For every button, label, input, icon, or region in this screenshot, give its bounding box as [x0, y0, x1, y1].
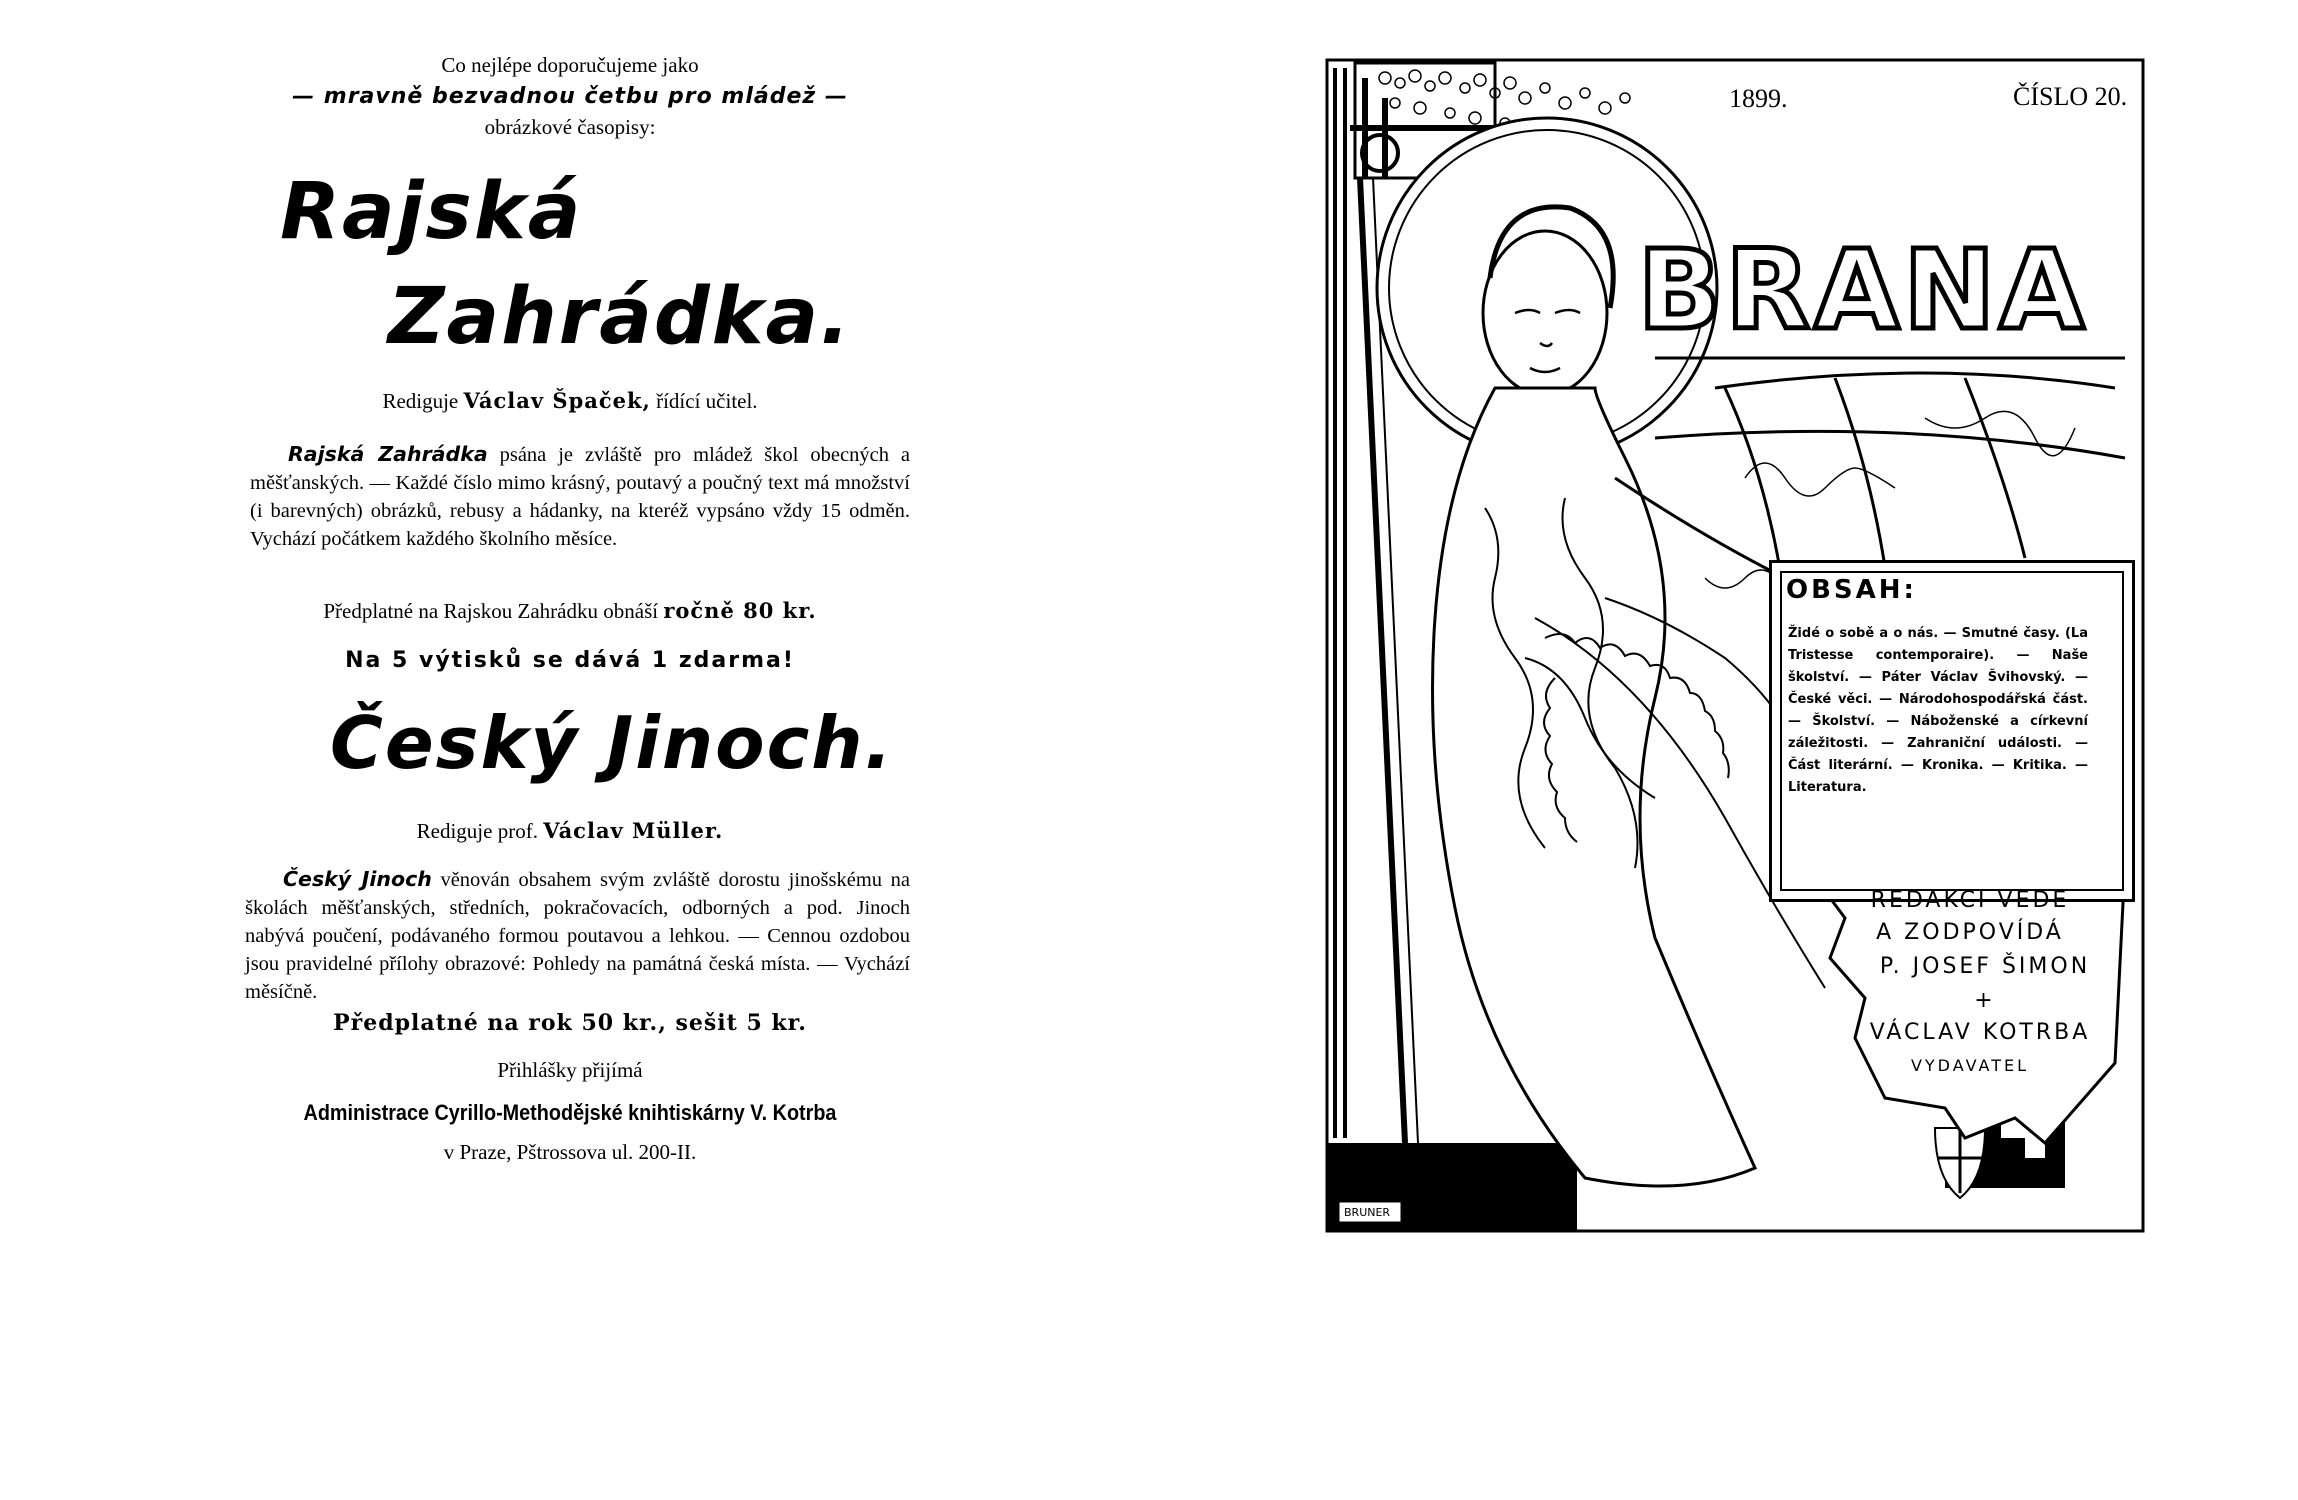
zahradka-editor-name: Václav Špaček,	[463, 388, 651, 413]
address-line: v Praze, Pštrossova ul. 200-II.	[443, 1140, 697, 1164]
zahradka-editor	[230, 388, 910, 414]
publisher-line-2: VYDAVATEL	[1910, 1056, 2030, 1075]
zahradka-editor-prefix: Rediguje	[382, 389, 459, 413]
intro-line-1: Co nejlépe doporučujeme jako	[441, 53, 699, 77]
jinoch-title: Český Jinoch.	[330, 701, 894, 785]
jinoch-desc-name: Český Jinoch	[283, 867, 432, 891]
masthead-text: BRANA	[1637, 226, 2089, 354]
contents-title: OBSAH:	[1786, 575, 1917, 605]
orders-label: Přihlášky přijímá	[497, 1058, 643, 1082]
contents-box	[1769, 560, 2135, 902]
zahradka-editor-suffix: řídící učitel.	[656, 389, 758, 413]
intro-line-2: — mravně bezvadnou četbu pro mládež —	[292, 84, 848, 109]
jinoch-editor	[230, 818, 910, 844]
jinoch-editor-name: Václav Müller.	[543, 818, 724, 843]
editor-line-1: REDAKCI VEDE	[1870, 888, 2070, 913]
zahradka-price	[230, 598, 910, 624]
cover-issue: ČÍSLO 20.	[2013, 82, 2128, 111]
zahradka-desc-text: psána je zvláště pro mládež škol obecných a měšťanských. — Každé číslo mimo krásný, poutavý a poučný text má množství (i barevných) obrázků, rebusy a hádanky, na kteréž vypsáno vždy 15 odměn. Vychází počátkem každého školního měsíce.	[250, 444, 910, 550]
editor-line-2: A ZODPOVÍDÁ	[1876, 920, 2064, 945]
artist-signature: BRUNER	[1341, 1206, 1393, 1219]
editor-plus: +	[1974, 988, 1996, 1013]
jinoch-price: Předplatné na rok 50 kr., sešit 5 kr.	[333, 1010, 807, 1036]
intro	[230, 50, 910, 143]
advertisement-page	[230, 50, 910, 1164]
jinoch-editor-prefix: Rediguje prof.	[416, 819, 538, 843]
zahradka-description	[250, 440, 910, 553]
magazine-cover	[1325, 58, 2145, 1233]
zahradka-desc-name: Rajská Zahrádka	[288, 442, 488, 466]
zahradka-title-1: Rajská	[280, 167, 583, 257]
cover-year: 1899.	[1729, 84, 1788, 113]
zahradka-price-bold: ročně 80 kr.	[663, 598, 817, 623]
editor-line-3: P. JOSEF ŠIMON	[1879, 954, 2091, 979]
zahradka-offer: Na 5 výtisků se dává 1 zdarma!	[345, 648, 795, 673]
intro-line-3: obrázkové časopisy:	[484, 115, 656, 139]
jinoch-description	[245, 865, 910, 1006]
jinoch-desc-text: věnován obsahem svým zvláště dorostu jinošskému na školách měšťanských, středních, pokračovacích, odborných a pod. Jinoch nabývá poučení, podávaného formou poutavou a lehkou. — Cennou ozdobou jsou pravidelné přílohy obrazové: Pohledy na památná česká místa. — Vychází měsíčně.	[245, 869, 910, 1003]
admin-line: Administrace Cyrillo-Methodějské knihtiskárny V. Kotrba	[303, 1100, 837, 1125]
zahradka-price-prefix: Předplatné na Rajskou Zahrádku obnáší	[323, 599, 659, 623]
zahradka-title-2: Zahrádka.	[388, 272, 852, 362]
contents-text: Židé o sobě a o nás. — Smutné časy. (La Tristesse contemporaire). — Naše školství. — Páter Václav Švihovský. — České věci. — Národohospodářská část. — Školství. — Náboženské a církevní záležitosti. — Zahraniční události. — Část literární. — Kronika. — Kritika. — Literatura.	[1788, 626, 2088, 795]
publisher-line-1: VÁCLAV KOTRBA	[1869, 1020, 2091, 1045]
